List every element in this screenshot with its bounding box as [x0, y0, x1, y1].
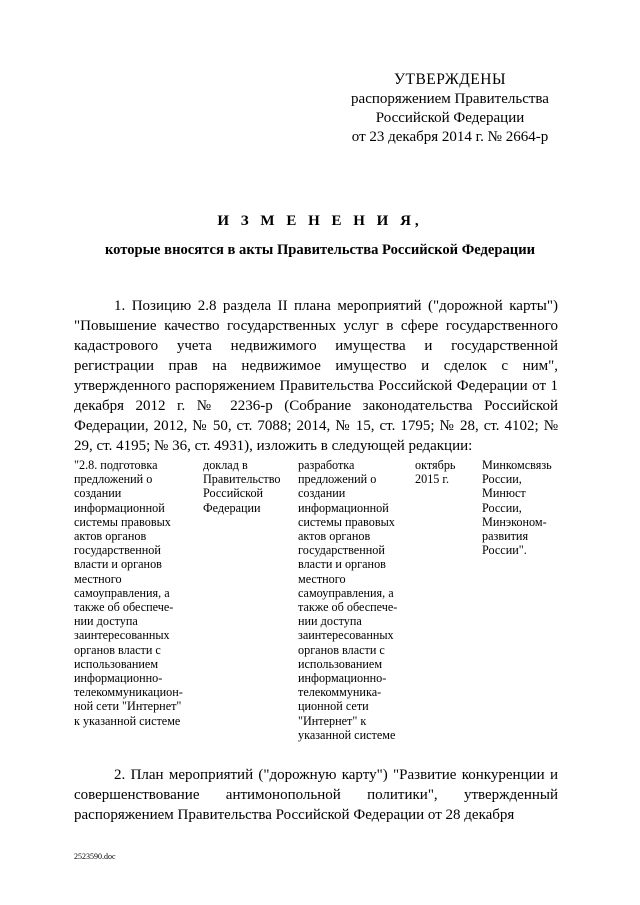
table-cell-result: разработка предложений о создании информационной системы правовых актов органов государственной власти и органов местного самоуправления, а также об обеспече- нии доступа заинтересованных органов власти с использованием информационно- телекоммуника- ционной сети "Интернет" к указанной системе — [298, 458, 398, 742]
paragraph-2-text: 2. План мероприятий ("дорожную карту") "Развитие конкуренции и совершенствование антимонопольной политики", утвержденный распоряжением Правительства Российской Федерации от 28 декабря — [74, 767, 558, 823]
paragraph-1 — [74, 296, 558, 456]
approval-line-3: от 23 декабря 2014 г. № 2664-р — [351, 129, 549, 145]
approval-block — [330, 70, 570, 147]
table-cell-deadline: октябрь 2015 г. — [415, 458, 456, 487]
paragraph-2 — [74, 765, 558, 825]
paragraph-1-text: 1. Позицию 2.8 раздела II плана мероприятий ("дорожной карты") "Повышение качество государственных услуг в сфере государственного кадастрового учета недвижимого имущества и государственной регистрации прав на недвижимое имущество и сделок с ним", утвержденного распоряжением Правительства Российской Федерации от 1 декабря 2012 г. № 2236-р (Собрание законодательства Российской Федерации, 2012, № 50, ст. 7088; 2014, № 15, ст. 1795; № 28, ст. 4102; № 29, ст. 4195; № 36, ст. 4931), изложить в следующей редакции: — [74, 298, 558, 454]
document-title: И З М Е Н Е Н И Я, — [217, 213, 423, 229]
approval-line-1: распоряжением Правительства — [351, 91, 549, 107]
document-subtitle: которые вносятся в акты Правительства Российской Федерации — [104, 242, 536, 258]
approval-line-2: Российской Федерации — [375, 110, 525, 126]
table-cell-responsible: Минкомсвязь России, Минюст России, Минэконом- развития России". — [482, 458, 552, 558]
table-cell-result-type: доклад в Правительство Российской Федерации — [203, 458, 281, 515]
approval-title: УТВЕРЖДЕНЫ — [394, 71, 506, 88]
file-name-footer: 2523590.doc — [74, 852, 116, 861]
table-cell-measure: "2.8. подготовка предложений о создании информационной системы правовых актов органов государственной власти и органов местного самоуправления, а также об обеспече- нии доступа заинтересованных органов власти с использованием информационно- телекоммуникацион- ной сети "Интернет" к указанной системе — [74, 458, 183, 728]
